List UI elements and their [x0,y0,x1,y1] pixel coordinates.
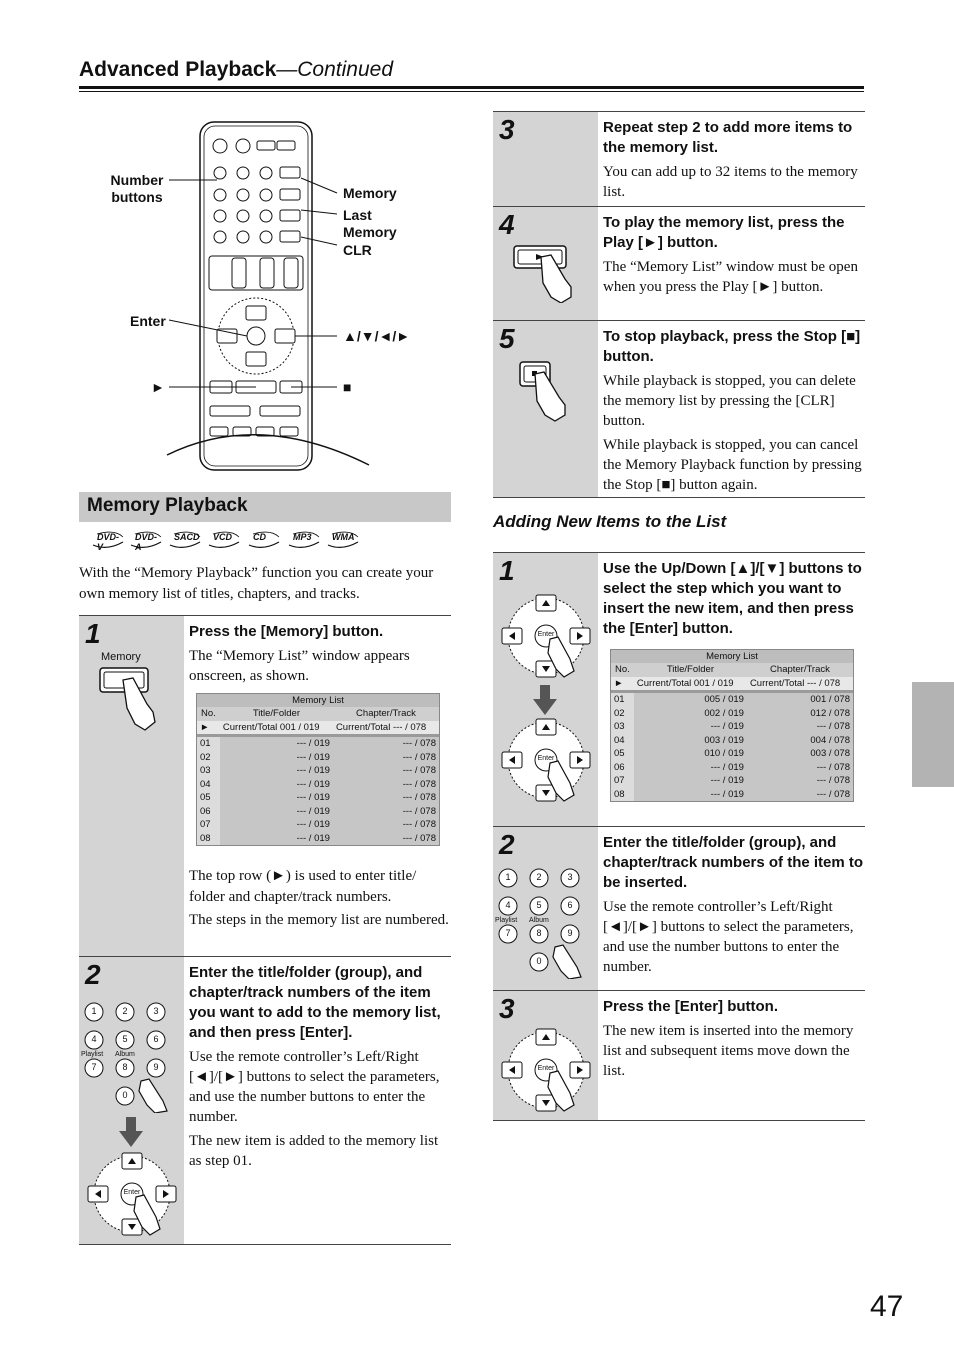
table-cell: --- / 078 [333,764,439,778]
label-play: ► [151,379,165,395]
table-cell: --- / 019 [634,774,747,788]
step-title: To play the memory list, press the Play [►] button. [603,214,845,251]
label-arrows: ▲/▼/◄/► [343,328,411,344]
disc-badge-label: VCD [213,532,233,542]
number-key-6: 6 [153,1034,159,1044]
table-cell: 08 [611,788,634,802]
table-cell: --- / 078 [747,761,853,775]
step-gutter [493,553,598,827]
table-cell: 04 [197,778,220,792]
table-cell: 01 [197,737,220,751]
enter-key-label: Enter [123,1189,141,1196]
up-nav-pad-icon [498,591,594,681]
step-text: Use the remote controller’s Left/Right [◄]/[►] buttons to select the parameters, and use the number buttons to enter the number. [189,1049,440,1125]
enter-key-label: Enter [537,1065,555,1072]
number-keypad-icon [493,861,598,979]
step-text: The new item is inserted into the memory list and subsequent items move down the list. [603,1023,854,1079]
step-3-repeat [493,111,865,206]
add-step-1-select [493,552,865,827]
table-cell: 002 / 019 [634,707,747,721]
memory-list-table [611,663,853,801]
album-label: Album [115,1051,135,1058]
step-number: 4 [499,209,515,240]
step-number: 1 [499,555,515,586]
number-key-5: 5 [122,1034,128,1044]
number-key-9: 9 [567,928,573,938]
enter-nav-pad-icon [498,715,594,805]
stop-button-hand-icon [517,359,577,423]
table-cell: --- / 019 [220,832,333,846]
label-memory: Memory [343,185,397,201]
table-cell: 010 / 019 [634,747,747,761]
table-cell: 07 [197,818,220,832]
step-1-memory [79,615,451,956]
table-cell: --- / 078 [747,788,853,802]
step-number: 3 [499,114,515,145]
table-row [197,832,439,846]
number-key-7: 7 [505,928,511,938]
table-row [197,737,439,751]
table-cell: --- / 019 [220,818,333,832]
table-row [611,747,853,761]
table-cell: --- / 019 [634,788,747,802]
table-cell: --- / 019 [220,751,333,765]
number-key-0: 0 [536,956,542,966]
intro-text: With the “Memory Playback” function you can create your own memory list of titles, chapters, and tracks. [79,565,434,602]
table-cell: 02 [611,707,634,721]
step-gutter [493,991,598,1121]
table-cell: 05 [611,747,634,761]
table-cell: Current/Total --- / 078 [747,677,853,691]
memory-list-window [196,693,440,846]
table-cell: Chapter/Track [333,707,439,721]
memory-list-table [197,707,439,845]
step-note: The top row (►) is used to enter title/ folder and chapter/track numbers. [189,868,417,905]
table-cell: --- / 019 [220,764,333,778]
number-key-5: 5 [536,900,542,910]
table-cell: Current/Total 001 / 019 [220,721,333,735]
page-title: Advanced Playback—Continued [79,58,394,81]
number-key-6: 6 [567,900,573,910]
table-row [197,778,439,792]
step-gutter [493,321,598,498]
step-title: Press the [Memory] button. [189,623,384,640]
table-cell: --- / 078 [333,751,439,765]
step-title: Use the Up/Down [▲]/[▼] buttons to select the step which you want to insert the new item, and then press the [Enter] button. [603,560,862,637]
step-title: Press the [Enter] button. [603,998,779,1015]
step-4-play [493,206,865,320]
step-body [189,622,451,690]
table-cell: 004 / 078 [747,734,853,748]
table-cell: Current/Total --- / 078 [333,721,439,735]
table-row [611,677,853,691]
memory-button-hand-icon [97,664,167,734]
number-key-1: 1 [91,1006,97,1016]
table-row [611,663,853,677]
table-row [611,734,853,748]
table-cell: --- / 078 [747,720,853,734]
enter-nav-pad-icon [498,1025,594,1115]
table-row [197,805,439,819]
number-key-9: 9 [153,1062,159,1072]
step-body [603,213,865,301]
right-lower-end-rule [493,1120,865,1121]
section-header [79,492,451,522]
label-last-memory: Last Memory [343,207,397,240]
arrow-down-icon [533,685,557,715]
table-row [197,791,439,805]
step-number: 2 [85,959,101,990]
step-body [603,559,865,643]
step-body [603,118,865,206]
memory-button-caption: Memory [101,651,141,663]
table-cell: --- / 019 [220,805,333,819]
step-gutter [79,616,184,956]
table-cell: --- / 078 [333,778,439,792]
number-key-8: 8 [536,928,542,938]
table-cell: Title/Folder [220,707,333,721]
playlist-label: Playlist [81,1051,104,1058]
chapter-side-tab [912,682,954,787]
memory-list-window [610,649,854,802]
disc-badge-label: DVD-V [97,532,119,552]
table-cell: 08 [197,832,220,846]
table-cell: 005 / 019 [634,693,747,707]
table-cell: No. [611,663,634,677]
step-5-stop [493,320,865,498]
table-row [611,693,853,707]
table-row [611,761,853,775]
play-button-hand-icon [511,243,581,303]
label-number-buttons: Number buttons [110,172,164,205]
remote-illustration [79,110,451,480]
memory-list-title: Memory List [197,694,439,707]
step-notes [189,866,451,931]
arrow-down-icon [119,1117,143,1147]
step-title: Repeat step 2 to add more items to the memory list. [603,119,853,156]
number-key-0: 0 [122,1090,128,1100]
number-key-3: 3 [567,872,573,882]
step-body [189,963,451,1175]
step-2-enter-numbers [79,956,451,1245]
subsection-title: Adding New Items to the List [493,512,727,531]
step-text: The “Memory List” window appears onscreen, as shown. [189,648,410,684]
label-enter: Enter [130,313,166,329]
table-cell: --- / 078 [333,832,439,846]
step-number: 5 [499,323,515,354]
memory-list-title: Memory List [611,650,853,663]
table-cell: 03 [611,720,634,734]
add-step-2-enter-numbers [493,826,865,991]
step-text: While playback is stopped, you can cancel the Memory Playback function by pressing the Stop [■] button again. [603,437,862,493]
step-gutter [79,957,184,1245]
table-cell: --- / 019 [634,761,747,775]
table-cell: --- / 078 [333,737,439,751]
table-cell: --- / 078 [333,791,439,805]
step-text: The new item is added to the memory list as step 01. [189,1133,439,1169]
step-number: 1 [85,618,101,649]
step-gutter [493,112,598,206]
disc-badge-label: CD [253,532,266,542]
table-cell: 003 / 078 [747,747,853,761]
table-row [611,720,853,734]
step-text: You can add up to 32 items to the memory list. [603,164,858,200]
label-stop: ■ [343,379,352,395]
header-rule-thin [79,91,864,92]
step-body [603,833,865,981]
table-cell: 06 [197,805,220,819]
label-clr: CLR [343,242,372,258]
step-title: Enter the title/folder (group), and chapter/track numbers of the item you want to add to the memory list, and then press [Enter]. [189,964,441,1041]
number-key-4: 4 [91,1034,97,1044]
table-row [611,788,853,802]
table-cell: Chapter/Track [747,663,853,677]
disc-badge-label: DVD-A [135,532,157,552]
number-key-4: 4 [505,900,511,910]
table-cell: ► [611,677,634,691]
step-text: The “Memory List” window must be open when you press the Play [►] button. [603,259,858,295]
table-cell: 06 [611,761,634,775]
table-cell: 05 [197,791,220,805]
add-step-3-enter [493,990,865,1121]
step-body [603,997,865,1085]
table-cell: No. [197,707,220,721]
number-key-2: 2 [122,1006,128,1016]
table-row [197,707,439,721]
header-rule [79,86,864,89]
step-gutter [493,827,598,991]
table-cell: ► [197,721,220,735]
table-cell: 04 [611,734,634,748]
number-key-1: 1 [505,872,511,882]
step-text: While playback is stopped, you can delete the memory list by pressing the [CLR] button. [603,373,856,429]
step-number: 3 [499,993,515,1024]
step-note: The steps in the memory list are numbered. [189,912,449,928]
remote-control-drawing [79,110,451,480]
table-row [197,818,439,832]
step-title: To stop playback, press the Stop [■] button. [603,328,861,365]
table-cell: Current/Total 001 / 019 [634,677,747,691]
table-cell: 03 [197,764,220,778]
page-number: 47 [870,1290,904,1323]
playlist-label: Playlist [495,917,518,924]
right-upper-end-rule [493,497,865,498]
table-row [611,707,853,721]
step-number: 2 [499,829,515,860]
number-key-3: 3 [153,1006,159,1016]
table-cell: --- / 019 [220,778,333,792]
enter-nav-pad-icon [84,1149,180,1239]
disc-badge-label: MP3 [293,532,312,542]
number-keypad-icon [79,995,184,1113]
enter-key-label: Enter [537,755,555,762]
table-cell: --- / 078 [333,805,439,819]
table-row [197,721,439,735]
disc-badge-label: SACD [174,532,200,542]
disc-badge-label: WMA [332,532,355,542]
table-cell: --- / 019 [220,791,333,805]
table-cell: --- / 078 [333,818,439,832]
table-cell: --- / 078 [747,774,853,788]
album-label: Album [529,917,549,924]
table-cell: --- / 019 [634,720,747,734]
table-cell: 07 [611,774,634,788]
table-row [197,764,439,778]
step-gutter [493,207,598,320]
page-header [79,56,864,96]
number-key-2: 2 [536,872,542,882]
number-key-8: 8 [122,1062,128,1072]
table-cell: Title/Folder [634,663,747,677]
table-cell: 001 / 078 [747,693,853,707]
step-title: Enter the title/folder (group), and chapter/track numbers of the item to be inserted. [603,834,864,891]
table-cell: 012 / 078 [747,707,853,721]
table-cell: 01 [611,693,634,707]
table-row [611,774,853,788]
step-body [603,327,865,499]
left-column-end-rule [79,1244,451,1245]
step-text: Use the remote controller’s Left/Right [◄]/[►] buttons to select the parameters, and use the number buttons to enter the number. [603,899,854,975]
section-title: Memory Playback [87,495,248,516]
table-cell: 003 / 019 [634,734,747,748]
table-cell: 02 [197,751,220,765]
table-cell: --- / 019 [220,737,333,751]
number-key-7: 7 [91,1062,97,1072]
enter-key-label: Enter [537,631,555,638]
table-row [197,751,439,765]
